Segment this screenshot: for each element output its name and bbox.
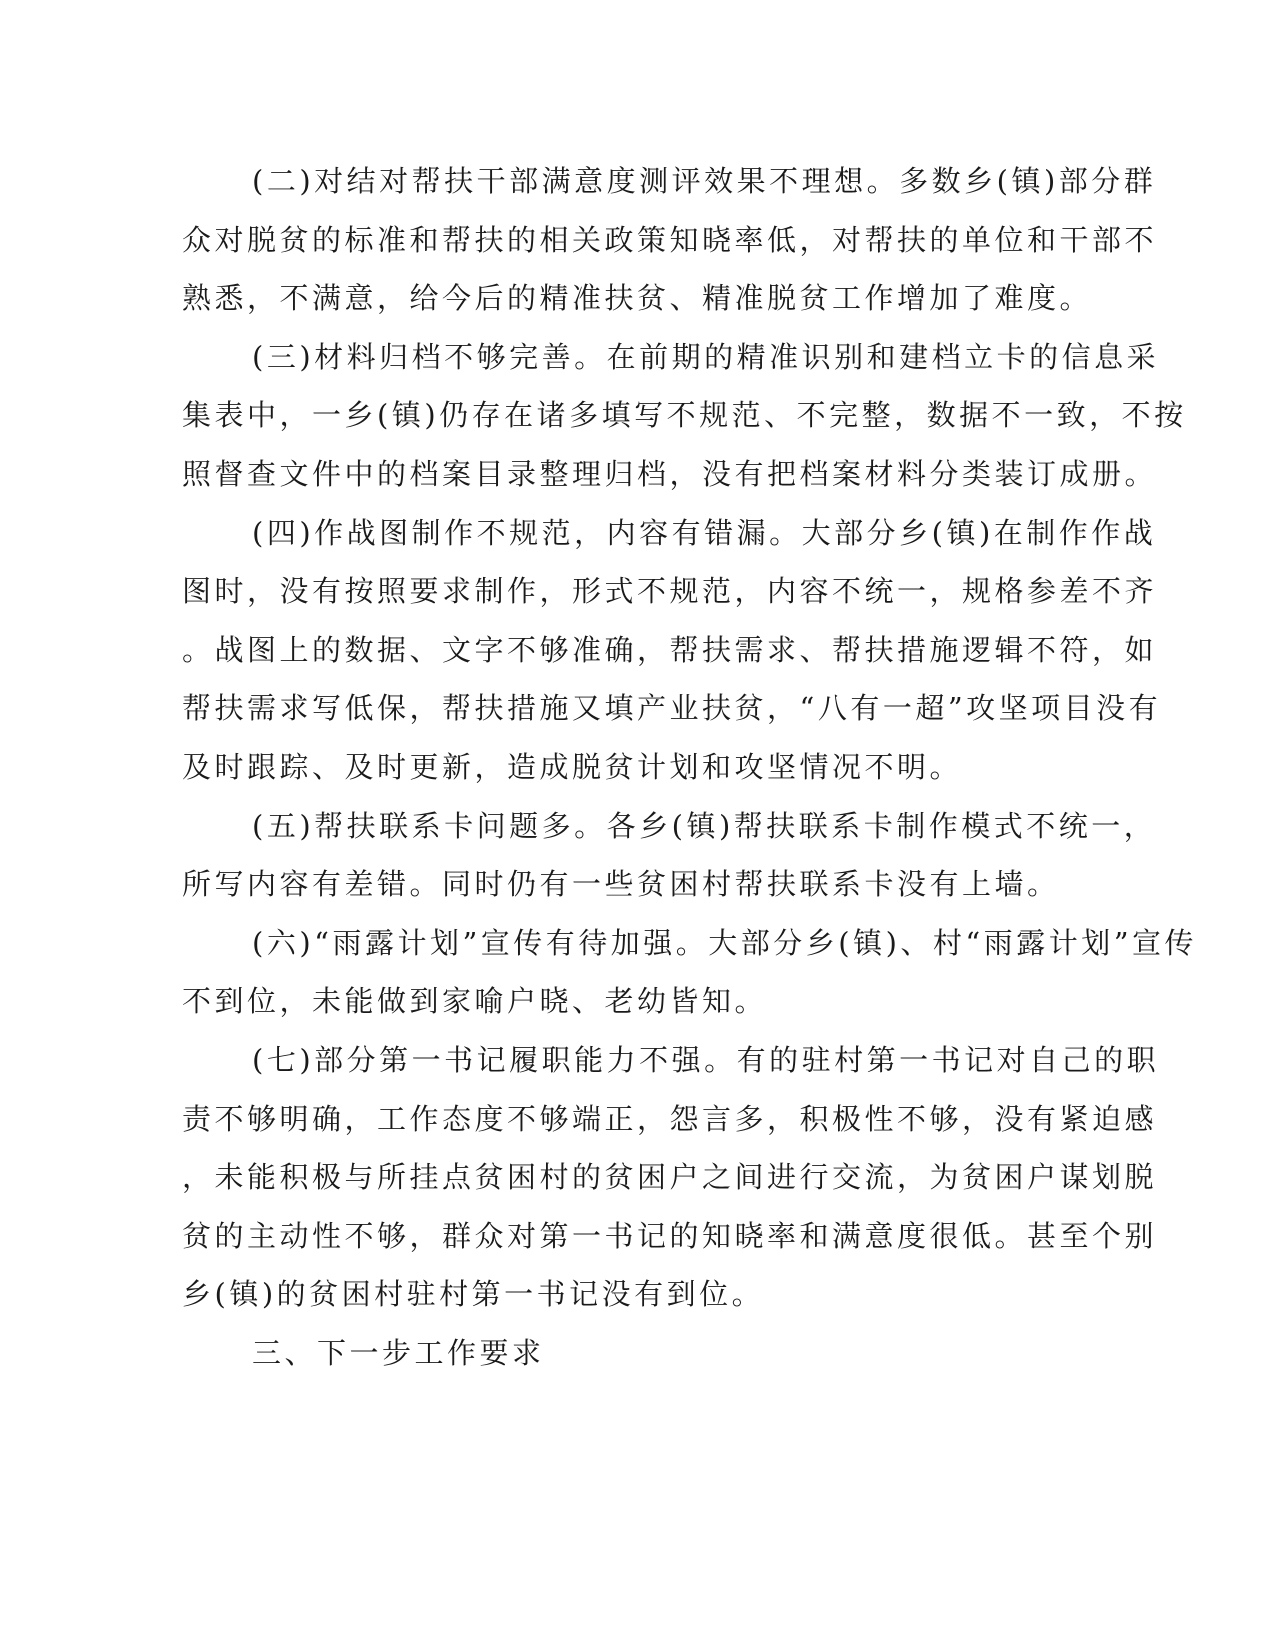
paragraph-rain-dew-plan (182, 914, 1198, 1031)
text-line: 乡(镇)的贫困村驻村第一书记没有到位。 (182, 1277, 765, 1312)
text-line: 照督查文件中的档案目录整理归档，没有把档案材料分类装订成册。 (182, 456, 1158, 491)
text-line: (三)材料归档不够完善。在前期的精准识别和建档立卡的信息采 (252, 339, 1160, 374)
paragraph-battle-map (182, 504, 1162, 797)
text-line: 众对脱贫的标准和帮扶的相关政策知晓率低，对帮扶的单位和干部不 (182, 222, 1158, 257)
section-heading-next-steps (182, 1324, 1042, 1383)
text-line: 图时，没有按照要求制作，形式不规范，内容不统一，规格参差不齐 (182, 574, 1158, 609)
text-line: ，未能积极与所挂点贫困村的贫困户之间进行交流，为贫困户谋划脱 (182, 1160, 1158, 1195)
paragraph-archiving (182, 328, 1187, 504)
text-line: 三、下一步工作要求 (252, 1335, 545, 1370)
document-body (182, 152, 1198, 1382)
text-line: 不到位，未能做到家喻户晓、老幼皆知。 (182, 984, 768, 1019)
text-line: 熟悉，不满意，给今后的精准扶贫、精准脱贫工作增加了难度。 (182, 281, 1093, 316)
text-line: 集表中，一乡(镇)仍存在诸多填写不规范、不完整，数据不一致，不按 (182, 398, 1187, 433)
text-line: 责不够明确，工作态度不够端正，怨言多，积极性不够，没有紧迫感 (182, 1101, 1158, 1136)
text-line: 。战图上的数据、文字不够准确，帮扶需求、帮扶措施逻辑不符，如 (182, 632, 1158, 667)
text-line: (四)作战图制作不规范，内容有错漏。大部分乡(镇)在制作作战 (252, 515, 1157, 550)
text-line: 帮扶需求写低保，帮扶措施又填产业扶贫，“八有一超”攻坚项目没有 (182, 691, 1162, 726)
text-line: 所写内容有差错。同时仍有一些贫困村帮扶联系卡没有上墙。 (182, 867, 1060, 902)
paragraph-satisfaction-survey (182, 152, 1158, 328)
text-line: (五)帮扶联系卡问题多。各乡(镇)帮扶联系卡制作模式不统一， (252, 808, 1157, 843)
text-line: 贫的主动性不够，群众对第一书记的知晓率和满意度很低。甚至个别 (182, 1218, 1158, 1253)
paragraph-first-secretary (182, 1031, 1160, 1324)
text-line: (六)“雨露计划”宣传有待加强。大部分乡(镇)、村“雨露计划”宣传 (252, 925, 1198, 960)
paragraph-contact-card (182, 797, 1157, 914)
text-line: (二)对结对帮扶干部满意度测评效果不理想。多数乡(镇)部分群 (252, 164, 1157, 198)
text-line: (七)部分第一书记履职能力不强。有的驻村第一书记对自己的职 (252, 1042, 1160, 1077)
text-line: 及时跟踪、及时更新，造成脱贫计划和攻坚情况不明。 (182, 749, 963, 784)
